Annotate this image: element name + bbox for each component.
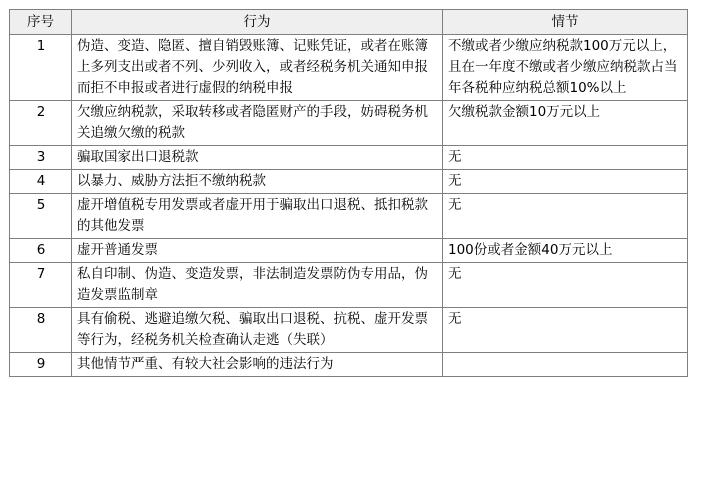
row-detail: 无 <box>443 308 688 353</box>
row-detail: 100份或者金额40万元以上 <box>443 239 688 263</box>
row-detail: 无 <box>443 170 688 194</box>
row-act: 具有偷税、逃避追缴欠税、骗取出口退税、抗税、虚开发票等行为，经税务机关检查确认走逃（失联） <box>72 308 443 353</box>
table-row <box>10 308 688 353</box>
row-detail: 不缴或者少缴应纳税款100万元以上，且在一年度不缴或者少缴应纳税款占当年各税种应纳税总额10%以上 <box>443 35 688 101</box>
row-detail: 欠缴税款金额10万元以上 <box>443 101 688 146</box>
header-row <box>10 10 688 35</box>
header-act: 行为 <box>72 10 443 35</box>
header-seq: 序号 <box>10 10 72 35</box>
header-detail: 情节 <box>443 10 688 35</box>
row-number: 3 <box>10 146 72 170</box>
row-number: 2 <box>10 101 72 146</box>
tax-violation-table <box>9 9 688 377</box>
row-number: 7 <box>10 263 72 308</box>
row-number: 4 <box>10 170 72 194</box>
table-row <box>10 194 688 239</box>
row-act: 伪造、变造、隐匿、擅自销毁账簿、记账凭证，或者在账簿上多列支出或者不列、少列收入，或者经税务机关通知申报而拒不申报或者进行虚假的纳税申报 <box>72 35 443 101</box>
row-number: 9 <box>10 353 72 377</box>
row-act: 虚开增值税专用发票或者虚开用于骗取出口退税、抵扣税款的其他发票 <box>72 194 443 239</box>
row-number: 5 <box>10 194 72 239</box>
row-act: 骗取国家出口退税款 <box>72 146 443 170</box>
row-number: 1 <box>10 35 72 101</box>
table-row <box>10 170 688 194</box>
table-row <box>10 263 688 308</box>
row-act: 欠缴应纳税款，采取转移或者隐匿财产的手段，妨碍税务机关追缴欠缴的税款 <box>72 101 443 146</box>
table-row <box>10 353 688 377</box>
table-row <box>10 101 688 146</box>
row-detail: 无 <box>443 194 688 239</box>
row-detail <box>443 353 688 377</box>
table-row <box>10 146 688 170</box>
row-detail: 无 <box>443 146 688 170</box>
row-act: 其他情节严重、有较大社会影响的违法行为 <box>72 353 443 377</box>
row-detail: 无 <box>443 263 688 308</box>
row-act: 私自印制、伪造、变造发票，非法制造发票防伪专用品，伪造发票监制章 <box>72 263 443 308</box>
row-number: 6 <box>10 239 72 263</box>
row-number: 8 <box>10 308 72 353</box>
table-row <box>10 35 688 101</box>
row-act: 以暴力、威胁方法拒不缴纳税款 <box>72 170 443 194</box>
table-row <box>10 239 688 263</box>
row-act: 虚开普通发票 <box>72 239 443 263</box>
